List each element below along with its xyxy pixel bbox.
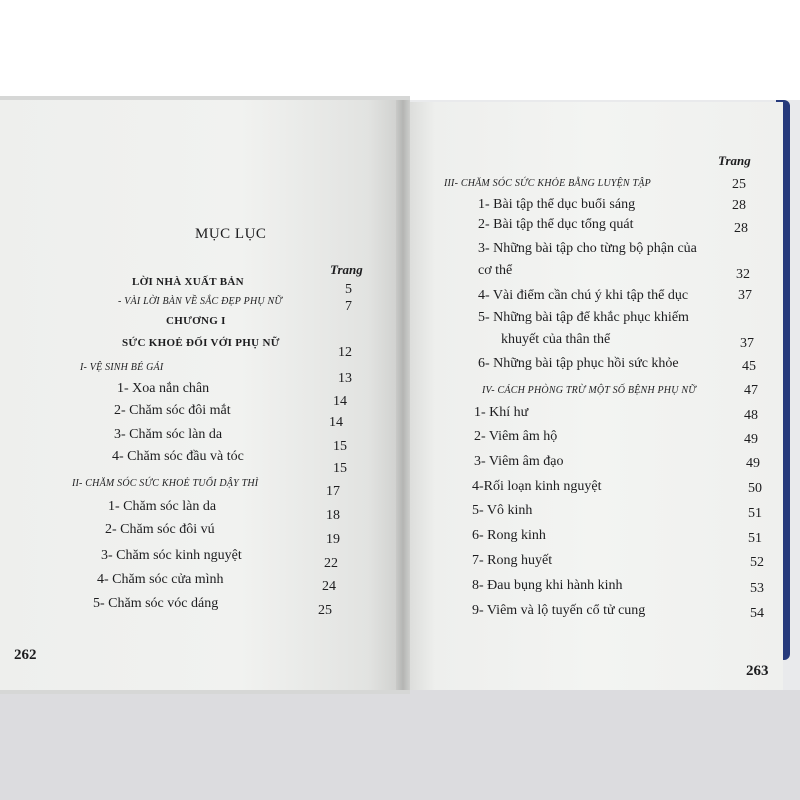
toc-entry-text: 8- Đau bụng khi hành kinh bbox=[472, 578, 623, 593]
toc-entry-page: 17 bbox=[326, 484, 340, 499]
page-number: 263 bbox=[746, 663, 769, 679]
toc-entry-text: 4-Rối loạn kinh nguyệt bbox=[472, 479, 602, 494]
toc-entry-text: 7- Rong huyết bbox=[472, 553, 553, 568]
toc-entry-page: 15 bbox=[333, 439, 347, 454]
toc-entry-page: 49 bbox=[746, 456, 760, 471]
toc-entry-text: 4- Chăm sóc cửa mình bbox=[97, 572, 224, 587]
toc-entry-text: khuyết của thân thể bbox=[501, 332, 611, 347]
toc-entry-page: 37 bbox=[740, 336, 754, 351]
toc-entry-page: 15 bbox=[333, 461, 347, 476]
page-column-header: Trang bbox=[330, 262, 363, 277]
page-number: 262 bbox=[14, 647, 37, 663]
toc-entry-page: 25 bbox=[732, 177, 746, 192]
right-page bbox=[405, 102, 783, 690]
toc-entry-page: 52 bbox=[750, 555, 764, 570]
toc-entry-text: 1- Xoa nắn chân bbox=[117, 381, 210, 396]
toc-entry-text: 6- Những bài tập phục hồi sức khỏe bbox=[478, 356, 679, 371]
toc-entry-page: 37 bbox=[738, 288, 752, 303]
toc-entry-page: 32 bbox=[736, 267, 750, 282]
toc-entry-text: - VÀI LỜI BÀN VỀ SẮC ĐẸP PHỤ NỮ bbox=[118, 296, 283, 307]
toc-entry-text: 1- Khí hư bbox=[474, 405, 529, 420]
table-surface-top bbox=[0, 0, 800, 100]
toc-entry-text: 2- Viêm âm hộ bbox=[474, 429, 558, 444]
toc-entry-page: 25 bbox=[318, 603, 332, 618]
page-column-header: Trang bbox=[718, 153, 751, 168]
toc-entry-text: 3- Chăm sóc kinh nguyệt bbox=[101, 548, 242, 563]
toc-entry-page: 53 bbox=[750, 581, 764, 596]
toc-entry-page: 28 bbox=[734, 221, 748, 236]
toc-entry-text: 4- Vài điểm cần chú ý khi tập thể dục bbox=[478, 288, 689, 303]
section-heading: I- VỆ SINH BÉ GÁI bbox=[80, 362, 164, 373]
toc-entry-text: 5- Vô kinh bbox=[472, 503, 533, 518]
toc-entry-text: 3- Những bài tập cho từng bộ phận của bbox=[478, 241, 697, 256]
toc-entry-text: 3- Chăm sóc làn da bbox=[114, 427, 223, 442]
toc-entry-page: 49 bbox=[744, 432, 758, 447]
toc-entry-text: 2- Chăm sóc đôi mắt bbox=[114, 403, 231, 418]
toc-entry-page: 51 bbox=[748, 506, 762, 521]
book-gutter bbox=[396, 100, 410, 690]
section-heading: III- CHĂM SÓC SỨC KHỎE BẰNG LUYỆN TẬP bbox=[444, 178, 651, 189]
toc-entry-page: 47 bbox=[744, 383, 758, 398]
toc-entry-text: 2- Chăm sóc đôi vú bbox=[105, 522, 215, 537]
toc-entry-text: 1- Bài tập thể dục buổi sáng bbox=[478, 197, 636, 212]
toc-entry-page: 50 bbox=[748, 481, 762, 496]
toc-entry-page: 45 bbox=[742, 359, 756, 374]
toc-entry-text: LỜI NHÀ XUẤT BẢN bbox=[132, 276, 244, 288]
toc-entry-text: 9- Viêm và lộ tuyến cổ tử cung bbox=[472, 603, 646, 618]
chapter-heading: CHƯƠNG I bbox=[166, 315, 226, 327]
toc-entry-text: cơ thể bbox=[478, 263, 513, 278]
toc-entry-page: 12 bbox=[338, 345, 352, 360]
toc-entry-page: 54 bbox=[750, 606, 764, 621]
toc-entry-text: 3- Viêm âm đạo bbox=[474, 454, 564, 469]
toc-title: MỤC LỤC bbox=[195, 226, 267, 242]
toc-entry-page: 28 bbox=[732, 198, 746, 213]
toc-entry-text: 5- Chăm sóc vóc dáng bbox=[93, 596, 219, 611]
toc-entry-text: 5- Những bài tập để khắc phục khiếm bbox=[478, 310, 689, 325]
toc-entry-page: 14 bbox=[333, 394, 347, 409]
toc-entry-text: SỨC KHOẺ ĐỐI VỚI PHỤ NỮ bbox=[122, 337, 280, 349]
toc-entry-page: 18 bbox=[326, 508, 340, 523]
toc-entry-page: 7 bbox=[345, 299, 352, 314]
toc-entry-page: 24 bbox=[322, 579, 336, 594]
toc-entry-page: 19 bbox=[326, 532, 340, 547]
section-heading: II- CHĂM SÓC SỨC KHOẺ TUỔI DẬY THÌ bbox=[72, 478, 259, 489]
toc-entry-text: 2- Bài tập thể dục tổng quát bbox=[478, 217, 634, 232]
toc-entry-page: 48 bbox=[744, 408, 758, 423]
toc-entry-page: 14 bbox=[329, 415, 343, 430]
section-heading: IV- CÁCH PHÒNG TRỪ MỘT SỐ BỆNH PHỤ NỮ bbox=[482, 385, 696, 396]
toc-entry-text: 6- Rong kinh bbox=[472, 528, 546, 543]
toc-entry-page: 5 bbox=[345, 282, 352, 297]
toc-entry-text: 4- Chăm sóc đầu và tóc bbox=[112, 449, 244, 464]
toc-entry-text: 1- Chăm sóc làn da bbox=[108, 499, 217, 514]
toc-entry-page: 22 bbox=[324, 556, 338, 571]
table-surface-bottom bbox=[0, 690, 800, 800]
toc-entry-page: 13 bbox=[338, 371, 352, 386]
toc-entry-page: 51 bbox=[748, 531, 762, 546]
